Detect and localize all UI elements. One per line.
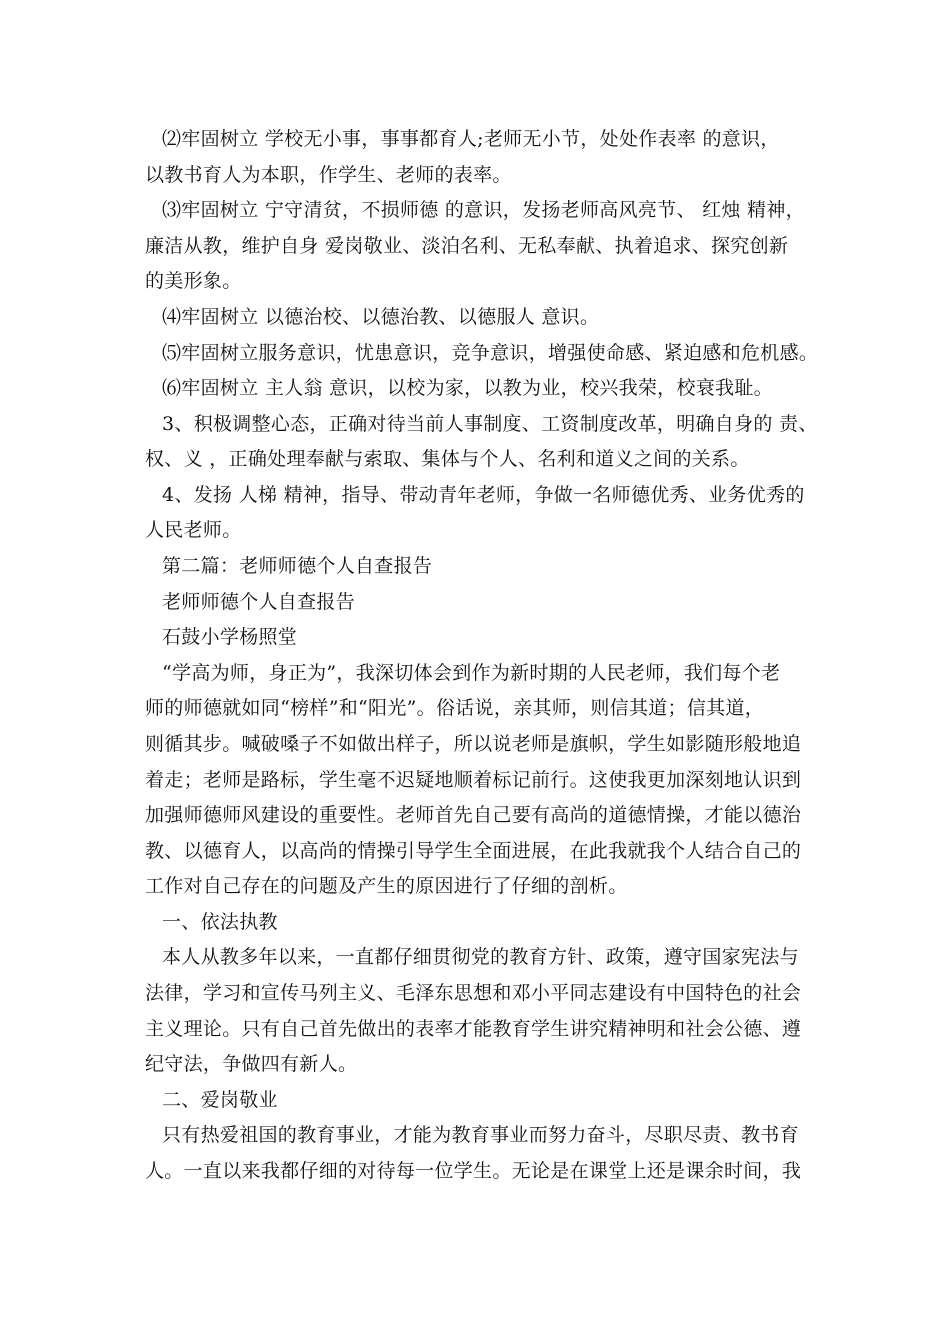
text-line: 的美形象。 bbox=[145, 270, 242, 292]
text-line: 着走；老师是路标，学生毫不迟疑地顺着标记前行。这使我更加深刻地认识到 bbox=[145, 769, 802, 791]
text-line: 则循其步。喊破嗓子不如做出样子，所以说老师是旗帜，学生如影随形般地追 bbox=[145, 733, 802, 755]
text-line: 法律，学习和宣传马列主义、毛泽东思想和邓小平同志建设有中国特色的社会 bbox=[145, 982, 802, 1004]
author-line: 石鼓小学杨照堂 bbox=[162, 626, 298, 648]
subsection-heading: 二、爱岗敬业 bbox=[162, 1089, 278, 1111]
text-line: 4、发扬 人梯 精神，指导、带动青年老师，争做一名师德优秀、业务优秀的 bbox=[162, 484, 805, 506]
section-heading: 第二篇：老师师德个人自查报告 bbox=[162, 555, 433, 577]
text-line: ⑸牢固树立服务意识，忧患意识，竞争意识，增强使命感、紧迫感和危机感。 bbox=[162, 342, 819, 364]
text-line: 权、义 ，正确处理奉献与索取、集体与个人、名利和道义之间的关系。 bbox=[145, 448, 750, 470]
text-line: 人民老师。 bbox=[145, 519, 242, 541]
text-line: 以教书育人为本职，作学生、老师的表率。 bbox=[145, 164, 512, 186]
text-line: ⑷牢固树立 以德治校、以德治教、以德服人 意识。 bbox=[162, 306, 600, 328]
subsection-heading: 一、依法执教 bbox=[162, 911, 278, 933]
text-line: 加强师德师风建设的重要性。老师首先自己要有高尚的道德情操，才能以德治 bbox=[145, 804, 802, 826]
text-line: 3、积极调整心态，正确对待当前人事制度、工资制度改革，明确自身的 责、 bbox=[162, 413, 818, 435]
text-line: 师的师德就如同“榜样”和“阳光”。俗话说，亲其师，则信其道；信其道， bbox=[145, 697, 765, 719]
text-line: 主义理论。只有自己首先做出的表率才能教育学生讲究精神明和社会公德、遵 bbox=[145, 1018, 802, 1040]
text-line: 工作对自己存在的问题及产生的原因进行了仔细的剖析。 bbox=[145, 875, 628, 897]
text-line: 人。一直以来我都仔细的对待每一位学生。无论是在课堂上还是课余时间，我 bbox=[145, 1160, 802, 1182]
text-line: ⑵牢固树立 学校无小事，事事都育人;老师无小节，处处作表率 的意识， bbox=[162, 128, 780, 150]
report-title: 老师师德个人自查报告 bbox=[162, 591, 356, 613]
text-line: ⑶牢固树立 宁守清贫，不损师德 的意识，发扬老师高风亮节、 红烛 精神， bbox=[162, 199, 805, 221]
text-line: 廉洁从教，维护自身 爱岗敬业、淡泊名利、无私奉献、执着追求、探究创新 bbox=[145, 235, 789, 257]
text-line: 只有热爱祖国的教育事业，才能为教育事业而努力奋斗，尽职尽责、教书育 bbox=[162, 1124, 799, 1146]
text-line: 教、以德育人，以高尚的情操引导学生全面进展，在此我就我个人结合自己的 bbox=[145, 840, 802, 862]
text-line: 纪守法，争做四有新人。 bbox=[145, 1053, 358, 1075]
text-line: 本人从教多年以来，一直都仔细贯彻党的教育方针、政策，遵守国家宪法与 bbox=[162, 946, 799, 968]
text-line: ⑹牢固树立 主人翁 意识，以校为家，以教为业，校兴我荣，校衰我耻。 bbox=[162, 377, 773, 399]
text-line: “学高为师，身正为”，我深切体会到作为新时期的人民老师，我们每个老 bbox=[162, 662, 781, 684]
